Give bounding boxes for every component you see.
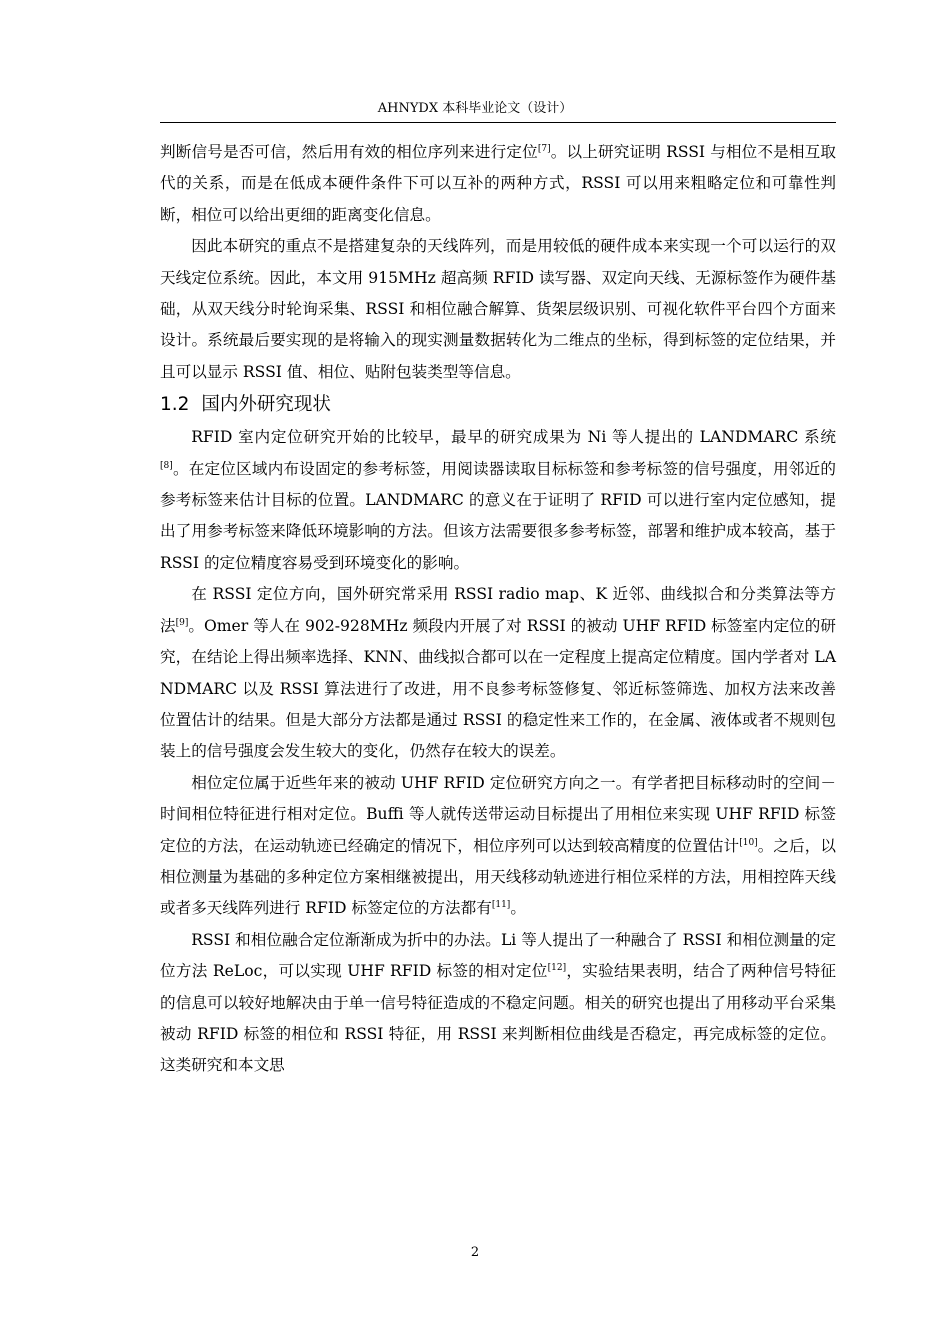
paragraph [160, 231, 836, 388]
citation-marker: [10] [739, 837, 758, 848]
paragraph-text: ，实验结果表明，结合了两种信号特征的信息可以较好地解决由于单一信号特征造成的不稳定问题。相关的研究也提出了用移动平台采集被动 RFID 标签的相位和 RSSI 特征，用 RSSI 来判断相位曲线是否稳定，再完成标签的定位。这类研究和本文思 [160, 962, 836, 1075]
paragraph-text: 在 RSSI 定位方向，国外研究常采用 RSSI radio map、K 近邻、曲线拟合和分类算法等方法 [160, 585, 836, 635]
paragraphs-before-section [160, 137, 836, 388]
document-body [160, 137, 836, 1082]
paragraph-text: RFID 室内定位研究开始的比较早，最早的研究成果为 Ni 等人提出的 LANDMARC 系统 [191, 428, 836, 447]
paragraph [160, 925, 836, 1082]
page-number: 2 [470, 1245, 480, 1260]
paragraphs-after-section [160, 422, 836, 1082]
paragraph [160, 579, 836, 767]
paragraph-text: 。之后，以相位测量为基础的多种定位方案相继被提出，用天线移动轨迹进行相位采样的方法，用相控阵天线或者多天线阵列进行 RFID 标签定位的方法都有 [160, 836, 836, 918]
paragraph-text: 相位定位属于近些年来的被动 UHF RFID 定位研究方向之一。有学者把目标移动时的空间－时间相位特征进行相对定位。Buffi 等人就传送带运动目标提出了用相位来实现 UHF RFID 标签定位的方法，在运动轨迹已经确定的情况下，相位序列可以达到较高精度的位置估计 [160, 773, 836, 855]
paragraph-text: 判断信号是否可信，然后用有效的相位序列来进行定位 [160, 143, 538, 161]
paragraph [160, 768, 836, 925]
paragraph-text: 。在定位区域内布设固定的参考标签，用阅读器读取目标标签和参考标签的信号强度，用邻近的参考标签来估计目标的位置。LANDMARC 的意义在于证明了 RFID 可以进行室内定位感知，提出了用参考标签来降低环境影响的方法。但该方法需要很多参考标签，部署和维护成本较高，基于 RSSI 的定位精度容易受到环境变化的影响。 [160, 459, 836, 572]
paragraph-text: RSSI 和相位融合定位渐渐成为折中的办法。Li 等人提出了一种融合了 RSSI 和相位测量的定位方法 ReLoc，可以实现 UHF RFID 标签的相对定位 [160, 930, 836, 981]
citation-marker: [8] [160, 460, 173, 471]
section-number: 1.2 [160, 394, 190, 416]
paragraph-text: 。以上研究证明 RSSI 与相位不是相互取代的关系，而是在低成本硬件条件下可以互补的两种方式，RSSI 可以用来粗略定位和可靠性判断，相位可以给出更细的距离变化信息。 [160, 143, 836, 224]
section-heading [160, 388, 836, 422]
paragraph [160, 137, 836, 231]
citation-marker: [9] [175, 617, 189, 628]
citation-marker: [12] [547, 962, 567, 973]
paragraph-text: 因此本研究的重点不是搭建复杂的天线阵列，而是用较低的硬件成本来实现一个可以运行的双天线定位系统。因此，本文用 915MHz 超高频 RFID 读写器、双定向天线、无源标签作为硬件基础，从双天线分时轮询采集、RSSI 和相位融合解算、货架层级识别、可视化软件平台四个方面来设计。系统最后要实现的是将输入的现实测量数据转化为二维点的坐标，得到标签的定位结果，并且可以显示 RSSI 值、相位、贴附包装类型等信息。 [160, 237, 836, 381]
paragraph-text: 。 [510, 899, 526, 918]
paragraph-text: 。Omer 等人在 902-928MHz 频段内开展了对 RSSI 的被动 UHF RFID 标签室内定位的研究，在结论上得出频率选择、KNN、曲线拟合都可以在一定程度上提高定位精度。国内学者对 LANDMARC 以及 RSSI 算法进行了改进，用不良参考标签修复、邻近标签筛选、加权方法来改善位置估计的结果。但是大部分方法都是通过 RSSI 的稳定性来工作的，在金属、液体或者不规则包装上的信号强度会发生较大的变化，仍然存在较大的误差。 [160, 616, 836, 761]
citation-marker: [7] [537, 143, 551, 154]
running-header-title: AHNYDX 本科毕业论文（设计） [377, 101, 573, 116]
section-title: 国内外研究现状 [201, 394, 331, 416]
paragraph [160, 422, 836, 579]
citation-marker: [11] [491, 900, 511, 911]
header-rule [160, 122, 836, 123]
